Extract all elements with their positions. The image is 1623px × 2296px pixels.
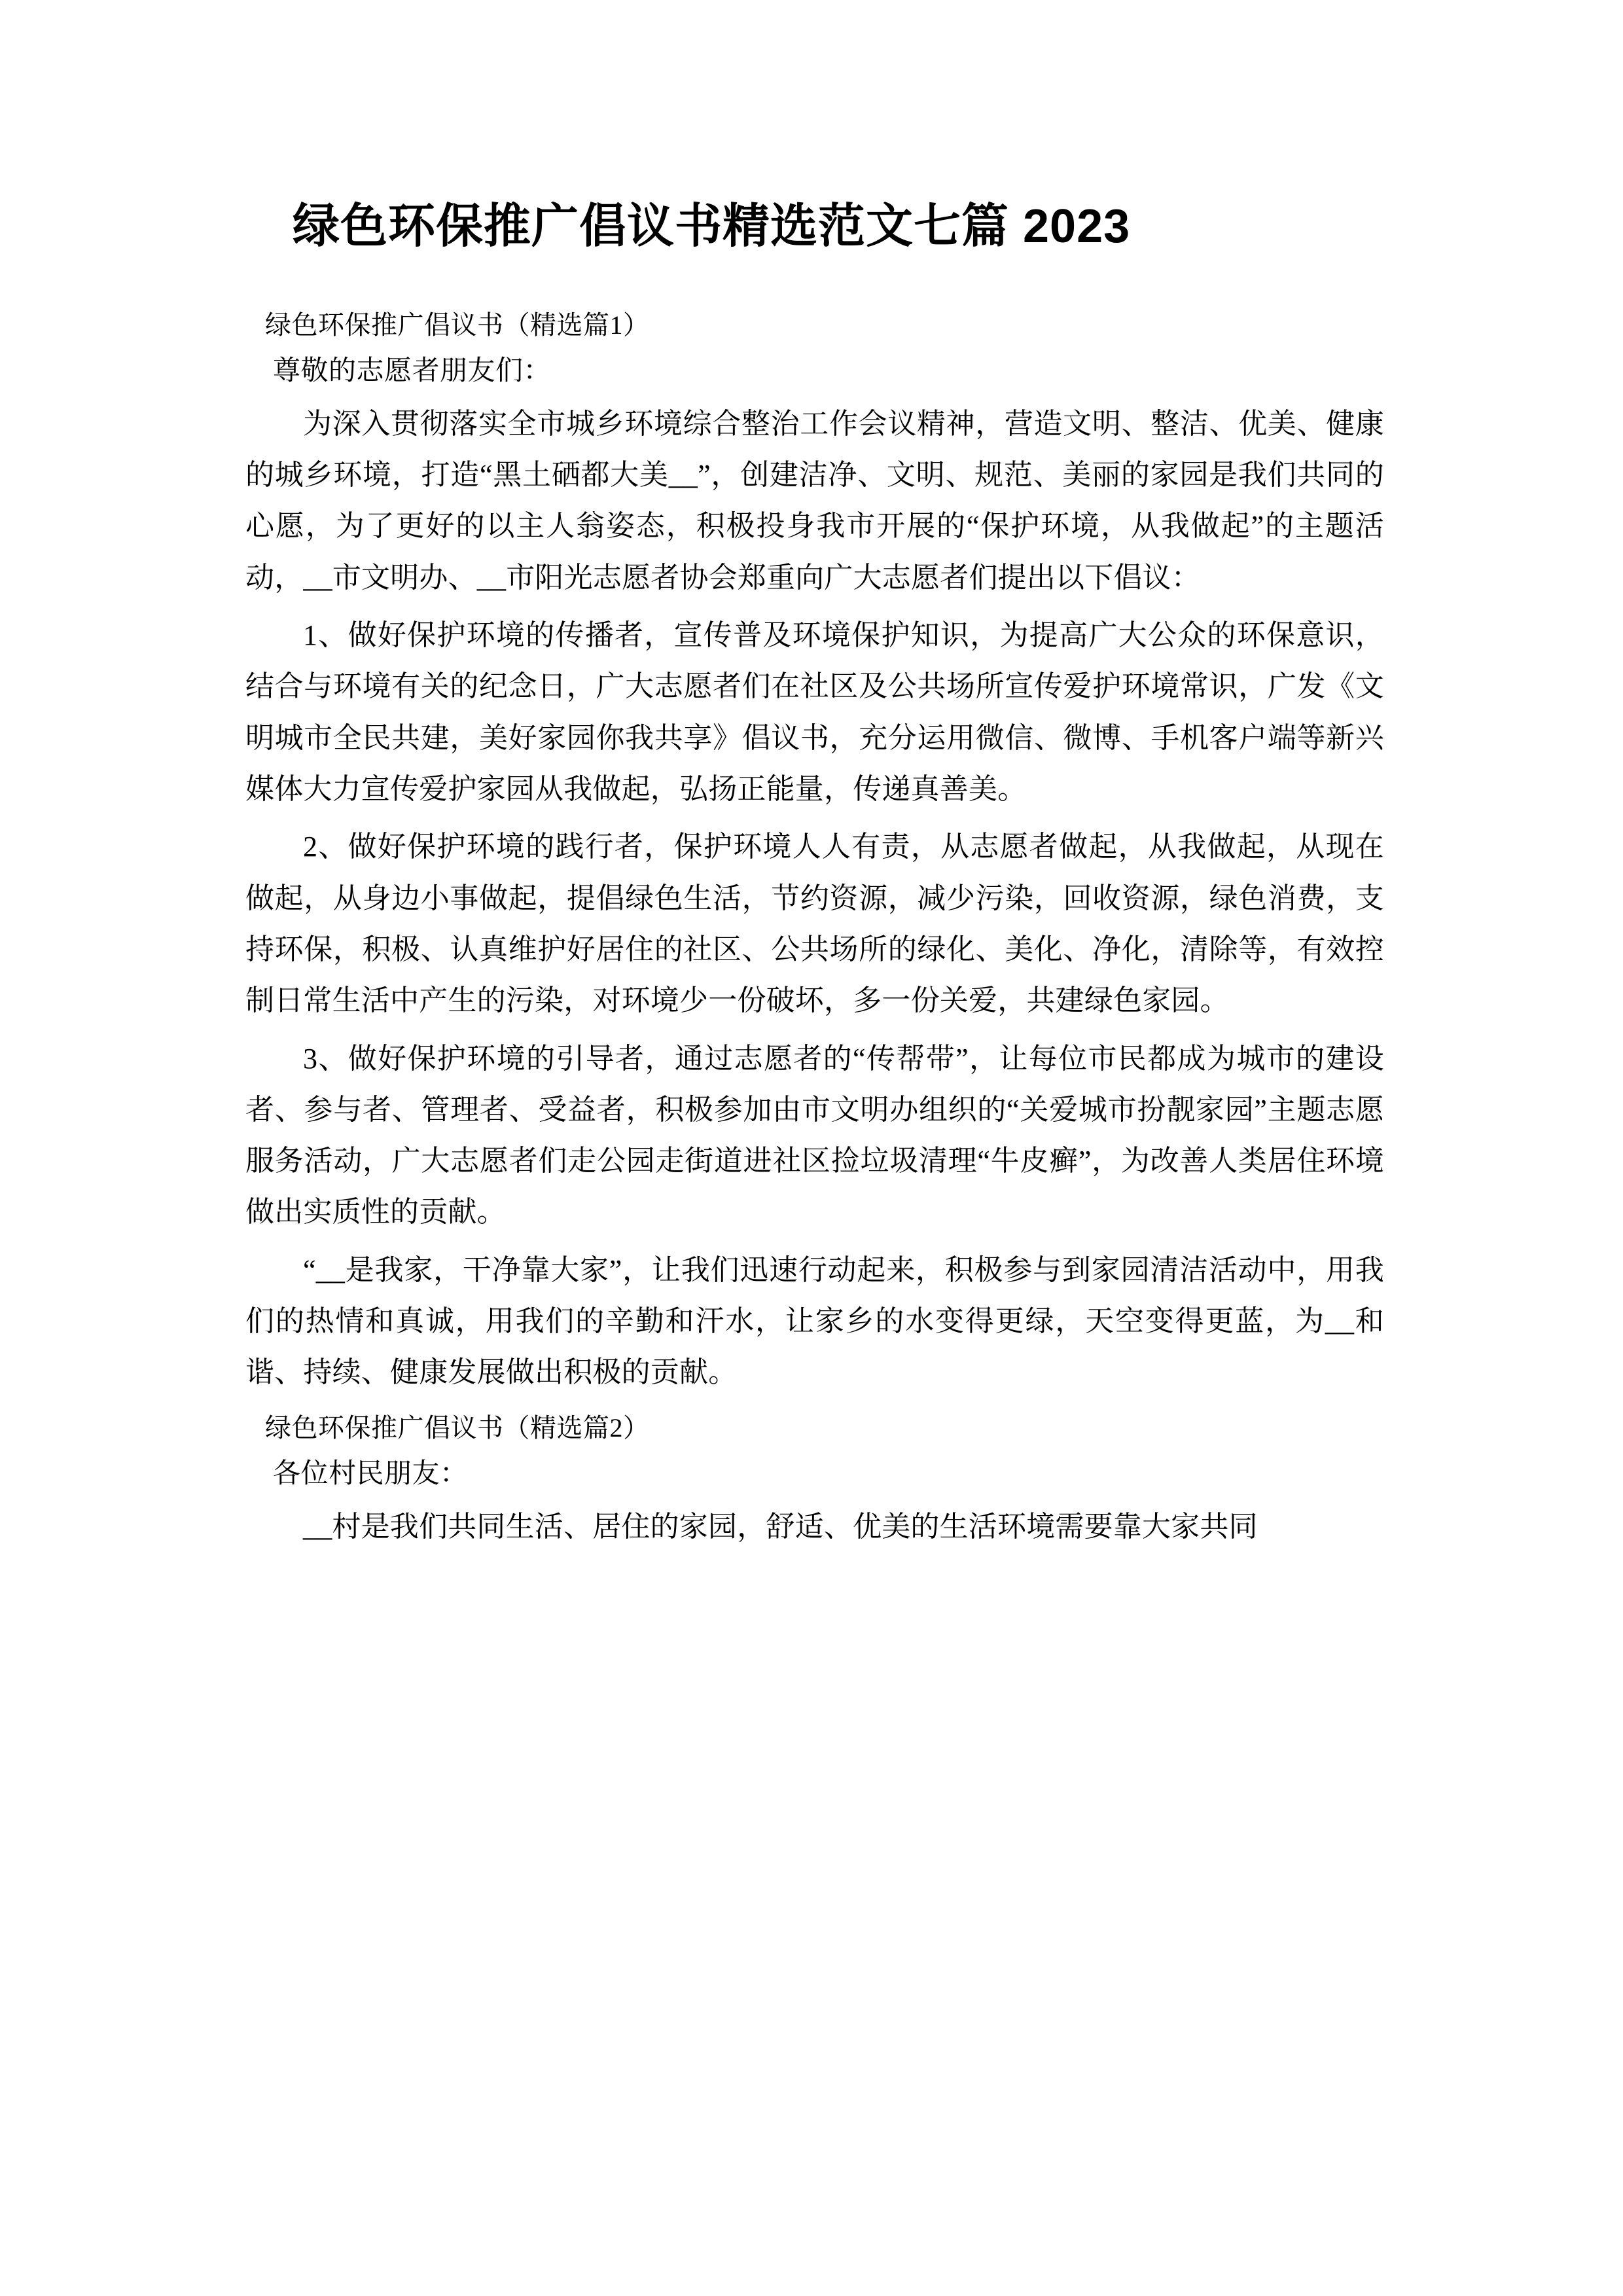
section-1-paragraph-1: 为深入贯彻落实全市城乡环境综合整治工作会议精神，营造文明、整洁、优美、健康的城乡环境，打造“黑土硒都大美__”，创建洁净、文明、规范、美丽的家园是我们共同的心愿，为了更好的以主人翁姿态，积极投身我市开展的“保护环境，从我做起”的主题活动，__市文明办、__市阳光志愿者协会郑重向广大志愿者们提出以下倡议： [245,407,1384,594]
section-salutation-1: 尊敬的志愿者朋友们： [273,355,552,386]
section-heading-2: 绿色环保推广倡议书（精选篇2） [265,1412,650,1443]
section-1-paragraph-5: “__是我家，干净靠大家”，让我们迅速行动起来，积极参与到家园清洁活动中，用我们的热情和真诚，用我们的辛勤和汗水，让家乡的水变得更绿，天空变得更蓝，为__和谐、持续、健康发展做出积极的贡献。 [245,1253,1384,1389]
page-title: 绿色环保推广倡议书精选范文七篇 2023 [293,200,1131,253]
section-heading-1: 绿色环保推广倡议书（精选篇1） [265,310,650,340]
section-1-paragraph-4: 3、做好保护环境的引导者，通过志愿者的“传帮带”，让每位市民都成为城市的建设者、参与者、管理者、受益者，积极参加由市文明办组织的“关爱城市扮靓家园”主题志愿服务活动，广大志愿者们走公园走街道进社区捡垃圾清理“牛皮癣”，为改善人类居住环境做出实质性的贡献。 [245,1042,1384,1229]
section-salutation-2: 各位村民朋友： [273,1458,468,1489]
section-1-paragraph-2: 1、做好保护环境的传播者，宣传普及环境保护知识，为提高广大公众的环保意识，结合与环境有关的纪念日，广大志愿者们在社区及公共场所宣传爱护环境常识，广发《文明城市全民共建，美好家园你我共享》倡议书，充分运用微信、微博、手机客户端等新兴媒体大力宣传爱护家园从我做起，弘扬正能量，传递真善美。 [245,619,1384,805]
section-1-paragraph-3: 2、做好保护环境的践行者，保护环境人人有责，从志愿者做起，从我做起，从现在做起，从身边小事做起，提倡绿色生活，节约资源，减少污染，回收资源，绿色消费，支持环保，积极、认真维护好居住的社区、公共场所的绿化、美化、净化，清除等，有效控制日常生活中产生的污染，对环境少一份破坏，多一份关爱，共建绿色家园。 [245,831,1384,1017]
section-2-paragraph-1: __村是我们共同生活、居住的家园，舒适、优美的生活环境需要靠大家共同 [303,1510,1258,1543]
document-content [245,196,1384,1559]
